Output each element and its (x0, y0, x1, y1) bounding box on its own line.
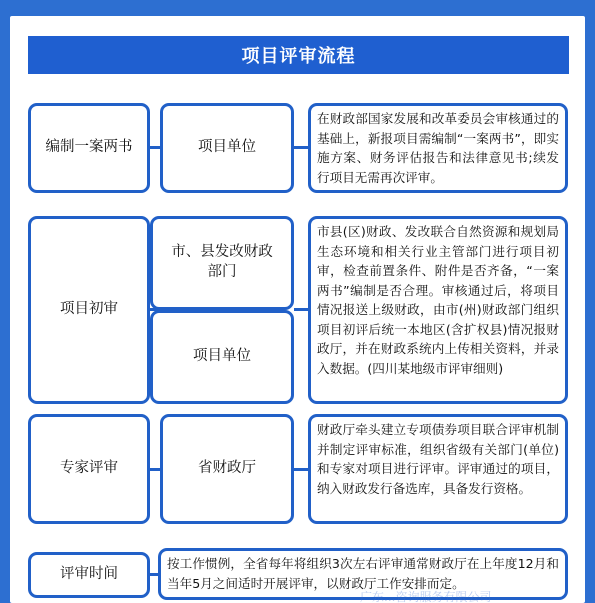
connector (294, 308, 308, 311)
stage-box-preliminary-review: 项目初审 (28, 216, 150, 404)
description-box-review-time: 按工作惯例，全省每年将组织3次左右评审通常财政厅在上年度12月和当年5月之间适时开展评审，以财政厅工作安排而定。 (158, 548, 568, 600)
description-box-expert-review: 财政厅牵头建立专项债券项目联合评审机制并制定评审标准，组织省级有关部门(单位)和专家对项目进行评审。评审通过的项目，纳入财政发行备选库，具备发行资格。 (308, 414, 568, 524)
page-title: 项目评审流程 (28, 36, 569, 74)
description-box-compile: 在财政部国家发展和改革委员会审核通过的基础上，新报项目需编制“一案两书”，即实施方案、财务评估报告和法律意见书;续发行项目无需再次评审。 (308, 103, 568, 193)
unit-box-project-unit: 项目单位 (160, 103, 294, 193)
stage-box-review-time: 评审时间 (28, 552, 150, 598)
connector (150, 146, 160, 149)
connector (150, 573, 158, 576)
unit-box-city-county-departments: 市、县发改财政部门 (150, 216, 294, 310)
watermark: 广东...咨询服务有限公司 (360, 590, 492, 603)
connector (294, 468, 308, 471)
unit-box-provincial-finance-dept: 省财政厅 (160, 414, 294, 524)
stage-box-compile: 编制一案两书 (28, 103, 150, 193)
connector (294, 146, 308, 149)
stage-box-expert-review: 专家评审 (28, 414, 150, 524)
description-box-preliminary-review: 市县(区)财政、发改联合自然资源和规划局生态环境和相关行业主管部门进行项目初审，检查前置条件、附件是否齐备，“一案两书”编制是否合理。审核通过后，将项目情况报送上级财政，由市(州)财政部门组织项目初评后统一本地区(含扩权县)情况报财政厅，并在财政系统内上传相关资料，并录入数据。(四川某地级市评审细则) (308, 216, 568, 404)
connector (150, 468, 160, 471)
unit-box-project-unit: 项目单位 (150, 310, 294, 404)
